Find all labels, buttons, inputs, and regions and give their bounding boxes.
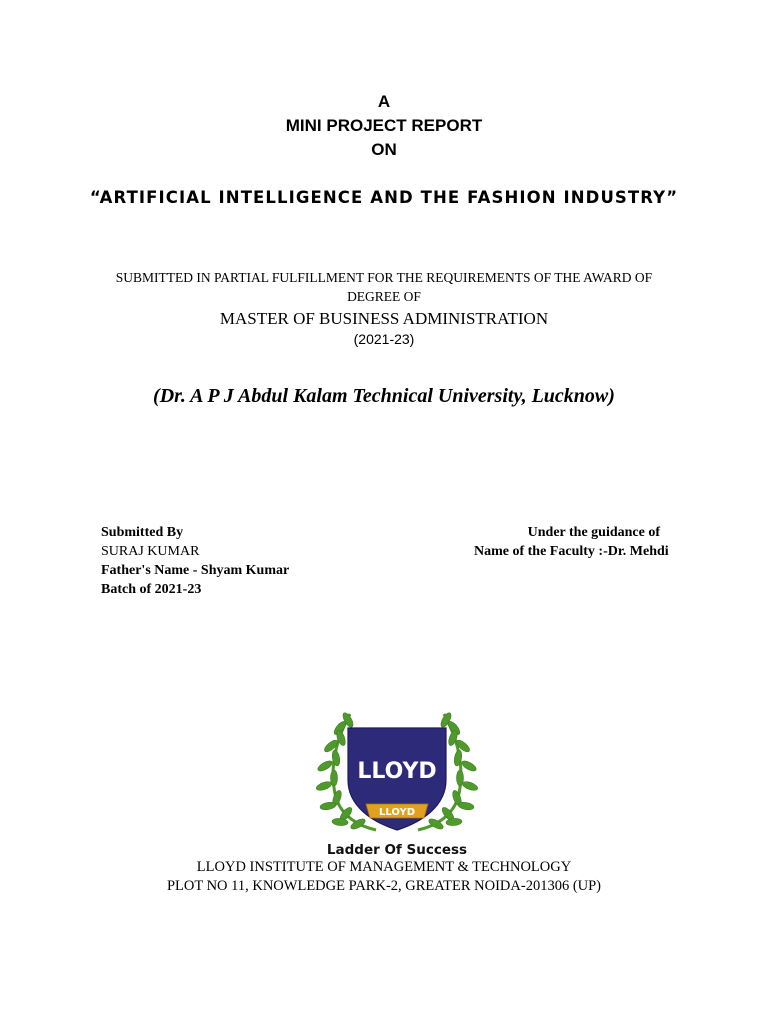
- institute-address: PLOT NO 11, KNOWLEDGE PARK-2, GREATER NOIDA-201306 (UP): [166, 878, 602, 894]
- faculty-name: Name of the Faculty :-Dr. Mehdi: [474, 544, 669, 559]
- header-line-report: MINI PROJECT REPORT: [285, 116, 483, 135]
- lloyd-logo: [314, 706, 480, 858]
- student-name: SURAJ KUMAR: [101, 544, 200, 559]
- submission-line-1: SUBMITTED IN PARTIAL FULFILLMENT FOR THE REQUIREMENTS OF THE AWARD OF: [115, 270, 653, 285]
- institute-name: LLOYD INSTITUTE OF MANAGEMENT & TECHNOLOGY: [196, 859, 572, 875]
- guidance-heading: Under the guidance of: [527, 525, 660, 540]
- degree-name: MASTER OF BUSINESS ADMINISTRATION: [219, 309, 549, 328]
- shield-text: LLOYD: [357, 759, 437, 784]
- logo-tagline: Ladder Of Success: [326, 842, 468, 858]
- header-line-on: ON: [371, 140, 397, 159]
- report-title: “ARTIFICIAL INTELLIGENCE AND THE FASHION INDUSTRY”: [89, 188, 679, 207]
- guidance-block: [474, 523, 678, 561]
- batch: Batch of 2021-23: [101, 582, 202, 597]
- submitted-by-block: [101, 523, 289, 599]
- banner-text: LLOYD: [378, 807, 416, 818]
- submission-line-2: DEGREE OF: [347, 289, 421, 304]
- submitted-by-heading: Submitted By: [101, 525, 184, 540]
- degree-years: (2021-23): [353, 331, 415, 347]
- university-name: (Dr. A P J Abdul Kalam Technical University, Lucknow): [153, 385, 615, 407]
- father-name: Father's Name - Shyam Kumar: [101, 563, 290, 578]
- header-line-a: A: [377, 92, 391, 111]
